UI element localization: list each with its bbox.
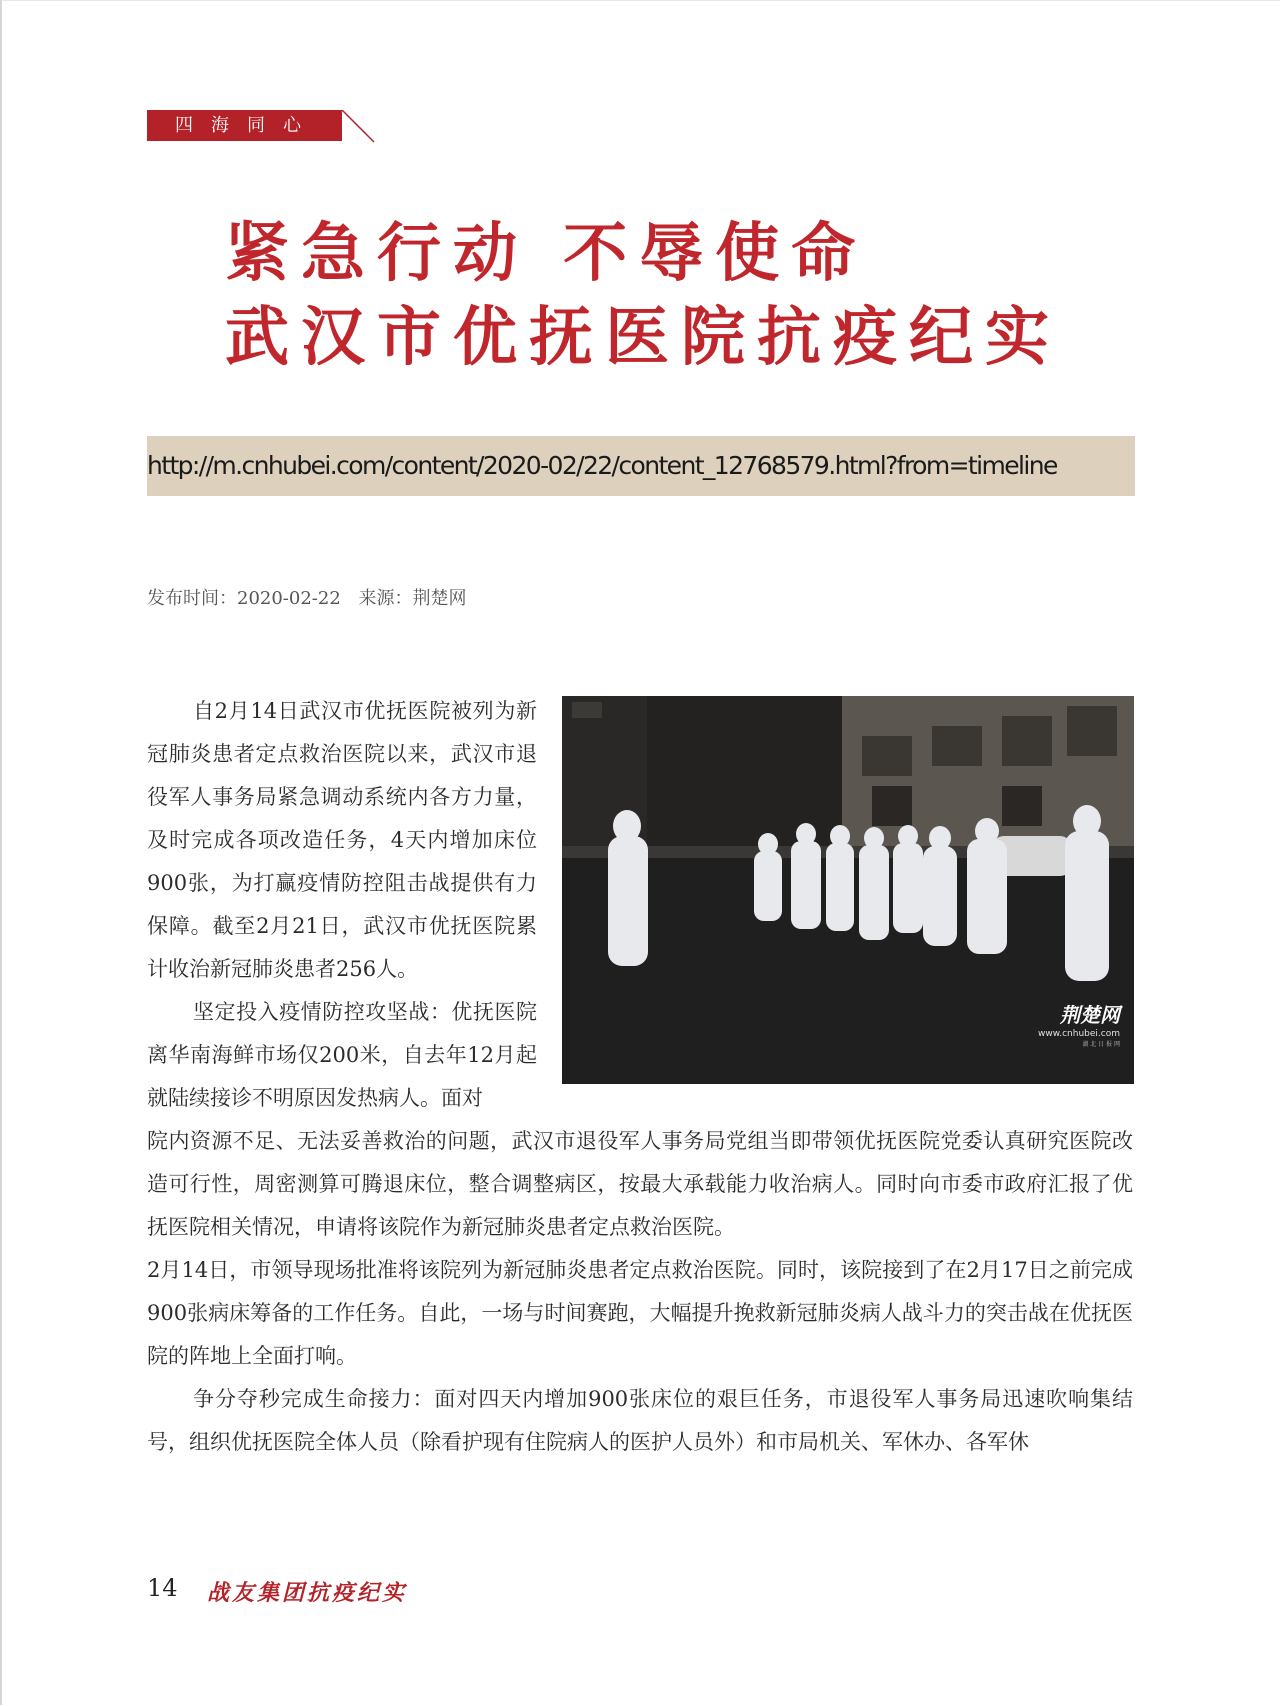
article-title-line-2: 武汉市优抚医院抗疫纪实 <box>225 301 1061 375</box>
publish-date: 发布时间：2020-02-22 <box>147 588 341 609</box>
paragraph-2a: 坚定投入疫情防控攻坚战：优抚医院离华南海鲜市场仅200米，自去年12月起就陆续接诊不明原因发热病人。面对 <box>147 1000 537 1110</box>
paragraph-2b: 院内资源不足、无法妥善救治的问题，武汉市退役军人事务局党组当即带领优抚医院党委认真研究医院改造可行性，周密测算可腾退床位，整合调整病区，按最大承载能力收治病人。同时向市委市政府汇报了优抚医院相关情况，申请将该院作为新冠肺炎患者定点救治医院。 <box>147 1129 1133 1239</box>
photo-watermark-logo: 荆楚网 <box>1060 1003 1120 1027</box>
photo-scene <box>562 696 1134 1084</box>
article-meta <box>147 584 479 610</box>
publication-title: 战友集团抗疫纪实 <box>207 1580 408 1606</box>
article-photo <box>562 696 1134 1084</box>
source-url[interactable]: http://m.cnhubei.com/content/2020-02/22/content_12768579.html?from=timeline <box>147 436 1135 496</box>
tag-corner-decoration <box>342 110 376 144</box>
paragraph-4: 争分夺秒完成生命接力：面对四天内增加900张床位的艰巨任务，市退役军人事务局迅速吹响集结号，组织优抚医院全体人员（除看护现有住院病人的医护人员外）和市局机关、军休办、各军休 <box>147 1387 1133 1454</box>
paragraph-1: 自2月14日武汉市优抚医院被列为新冠肺炎患者定点救治医院以来，武汉市退役军人事务局紧急调动系统内各方力量，及时完成各项改造任务，4天内增加床位900张，为打赢疫情防控阻击战提供有力保障。截至2月21日，武汉市优抚医院累计收治新冠肺炎患者256人。 <box>147 699 537 981</box>
photo-watermark-sub: 湖 北 日 报 网 <box>1082 1041 1120 1048</box>
paragraph-3: 2月14日，市领导现场批准将该院列为新冠肺炎患者定点救治医院。同时，该院接到了在2月17日之前完成900张病床筹备的工作任务。自此，一场与时间赛跑，大幅提升挽救新冠肺炎病人战斗力的突击战在优抚医院的阵地上全面打响。 <box>147 1258 1133 1368</box>
article-title-line-1: 紧急行动 不辱使命 <box>225 217 868 291</box>
photo-watermark-url: www.cnhubei.com <box>1037 1029 1120 1039</box>
page-number: 14 <box>147 1574 178 1602</box>
source-label: 来源：荆楚网 <box>358 588 467 609</box>
section-tag: 四海同心 <box>147 110 342 141</box>
